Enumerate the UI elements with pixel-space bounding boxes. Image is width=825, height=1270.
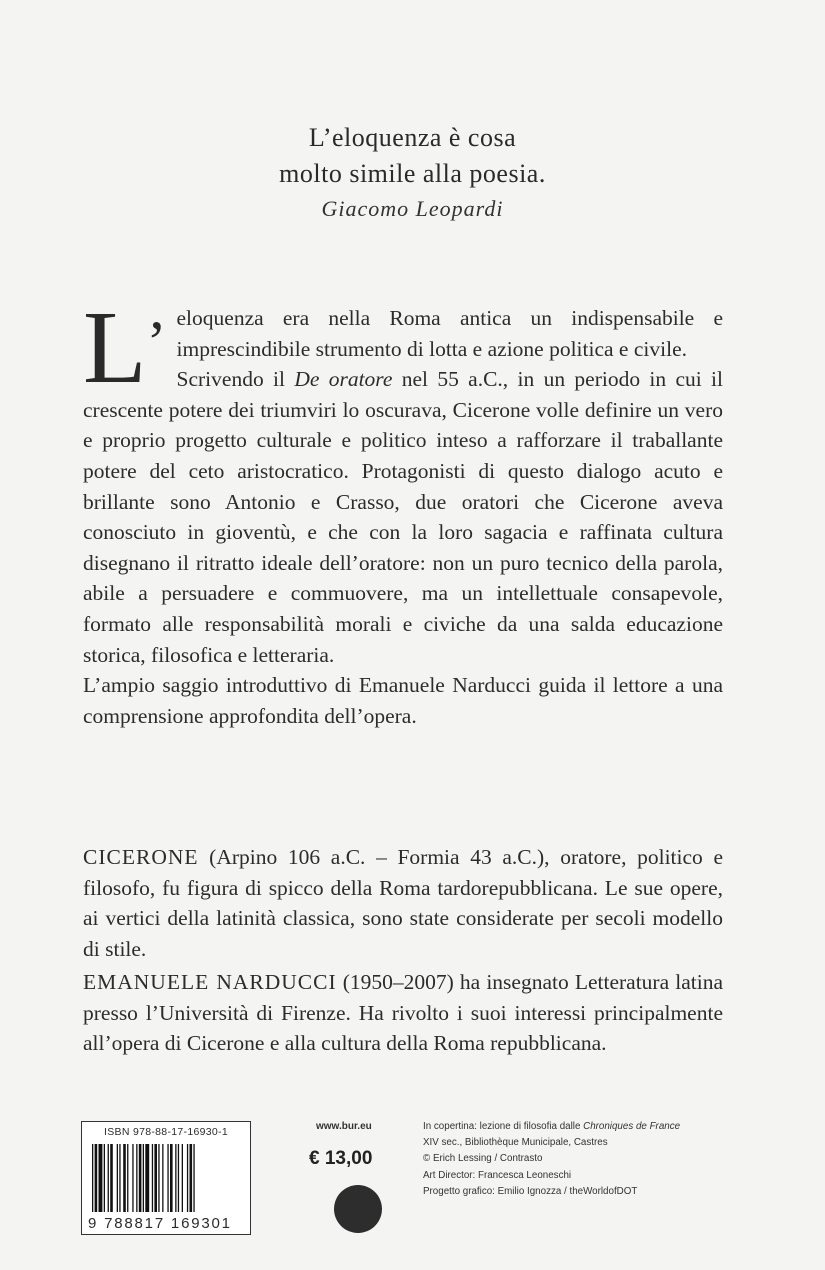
description-paragraph-3: L’ampio saggio introduttivo di Emanuele Narducci guida il lettore a una comprensione approfondita dell’opera. [83, 673, 723, 728]
drop-cap-letter: L [83, 290, 147, 405]
description-p2-rest: nel 55 a.C., in un periodo in cui il crescente potere dei triumviri lo oscurava, Cicerone volle definire un vero e proprio progetto culturale e politico inteso a rafforzare il traballante potere del ceto aristocratico. Protagonisti di questo dialogo acuto e brillante sono Antonio e Crasso, due oratori che Cicerone aveva conosciuto in gioventù, e che con la loro sagacia e raffinata cultura disegnano il ritratto ideale dell’oratore: non un puro tecnico della parola, abile a persuadere e commuovere, ma un intellettuale consapevole, formato alle responsabilità morali e civiche da una salda educazione storica, filosofica e letteraria. [83, 367, 723, 667]
drop-cap-apostrophe: ’ [146, 309, 167, 375]
author-bio-cicerone [83, 842, 723, 964]
publisher-website: www.bur.eu [316, 1121, 372, 1132]
description-paragraph-1-text: eloquenza era nella Roma antica un indispensabile e imprescindibile strumento di lotta e azione politica e civile. [176, 306, 723, 361]
author-name-cicerone: CICERONE [83, 845, 199, 869]
credit-art-director: Art Director: Francesca Leoneschi [423, 1169, 572, 1181]
credit-design-studio: theWorldofDOT [569, 1185, 638, 1197]
book-description [83, 290, 723, 731]
description-p2-start: Scrivendo il [176, 367, 295, 392]
publisher-logo-dot [334, 1185, 382, 1233]
work-title: De oratore [294, 367, 393, 392]
isbn-barcode [81, 1121, 251, 1235]
book-price: € 13,00 [309, 1148, 373, 1169]
author-name-narducci: EMANUELE NARDUCCI [83, 970, 337, 994]
credit-cover-title: Chroniques de France [583, 1121, 681, 1132]
credit-location: XIV sec., Bibliothèque Municipale, Castres [423, 1137, 608, 1149]
credit-design-prefix: Progetto grafico: Emilio Ignozza / [423, 1185, 570, 1197]
epigraph-line-1: L’eloquenza è cosa [308, 123, 517, 152]
credit-cover-image [423, 1119, 753, 1135]
barcode-bars [90, 1144, 244, 1212]
author-bio-narducci-text: (1950–2007) ha insegnato Letteratura latina presso l’Università di Firenze. Ha rivolto i suoi interessi principalmente all’opera di Cicerone e alla cultura della Roma repubblicana. [83, 970, 723, 1056]
isbn-digits: 9 788817 169301 [88, 1215, 232, 1232]
isbn-label: ISBN 978-88-17-16930-1 [104, 1126, 228, 1138]
credit-photo: © Erich Lessing / Contrasto [423, 1153, 543, 1165]
description-paragraph-2 [83, 364, 723, 670]
credit-design [423, 1184, 753, 1200]
author-bio-cicerone-text: (Arpino 106 a.C. – Formia 43 a.C.), oratore, politico e filosofo, fu figura di spicco della Roma tardorepubblicana. Le sue opere, ai vertici della latinità classica, sono state considerate per secoli modello di stile. [83, 845, 723, 961]
epigraph-author: Giacomo Leopardi [321, 196, 504, 221]
author-bio-narducci [83, 967, 723, 1059]
epigraph-line-2: molto simile alla poesia. [279, 159, 546, 188]
drop-cap [83, 290, 167, 405]
epigraph [0, 120, 825, 226]
credit-cover-prefix: In copertina: lezione di filosofia dalle [423, 1121, 584, 1132]
cover-credits [423, 1119, 753, 1200]
